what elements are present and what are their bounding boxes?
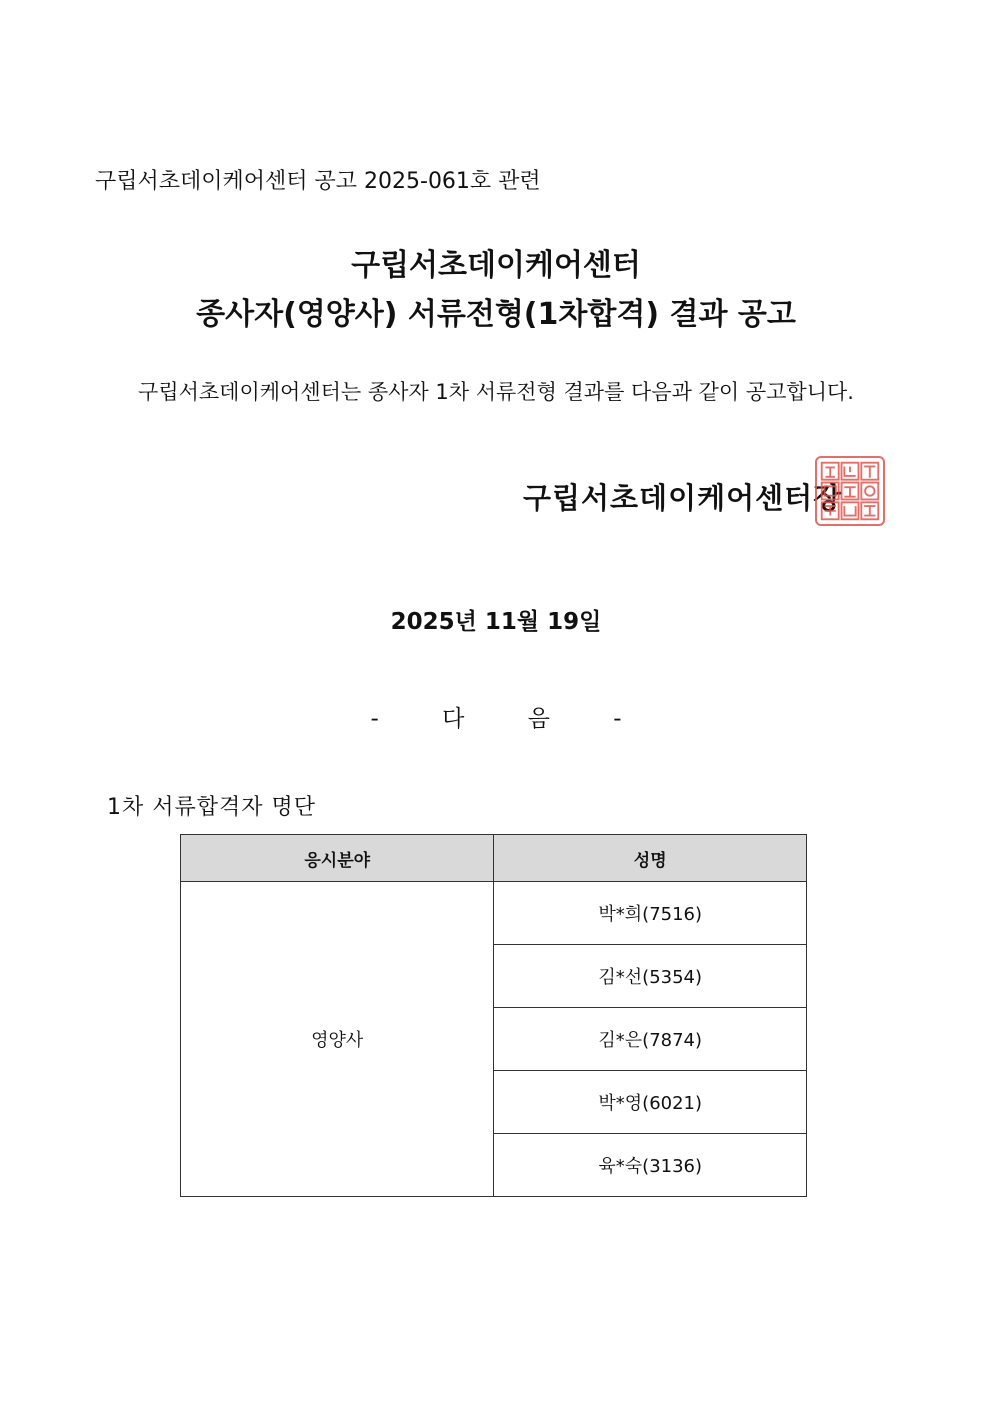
section-separator (0, 700, 992, 733)
notice-reference: 구립서초데이케어센터 공고 2025-061호 관련 (95, 169, 541, 194)
field-cell: 영양사 (181, 882, 494, 1197)
official-seal-icon (815, 456, 885, 526)
table-header-row (181, 835, 807, 882)
list-title: 1차 서류합격자 명단 (107, 795, 316, 820)
sender-name: 구립서초데이케어센터장 (523, 481, 843, 515)
announcement-date: 2025년 11월 19일 (390, 609, 602, 635)
separator-second: 음 (527, 706, 550, 732)
page-title-line1: 구립서초데이케어센터 (351, 248, 641, 283)
name-cell: 김*선(5354) (494, 945, 807, 1008)
header-name: 성명 (494, 835, 807, 882)
header-field: 응시분야 (181, 835, 494, 882)
separator-dash-right: - (613, 706, 622, 732)
results-table (180, 834, 807, 1197)
name-cell: 김*은(7874) (494, 1008, 807, 1071)
name-cell: 육*숙(3136) (494, 1134, 807, 1197)
name-cell: 박*희(7516) (494, 882, 807, 945)
name-cell: 박*영(6021) (494, 1071, 807, 1134)
separator-first: 다 (442, 706, 465, 732)
separator-dash-left: - (370, 706, 379, 732)
page-title-line2: 종사자(영양사) 서류전형(1차합격) 결과 공고 (196, 297, 796, 332)
table-row (181, 882, 807, 945)
intro-text: 구립서초데이케어센터는 종사자 1차 서류전형 결과를 다음과 같이 공고합니다. (138, 380, 854, 404)
